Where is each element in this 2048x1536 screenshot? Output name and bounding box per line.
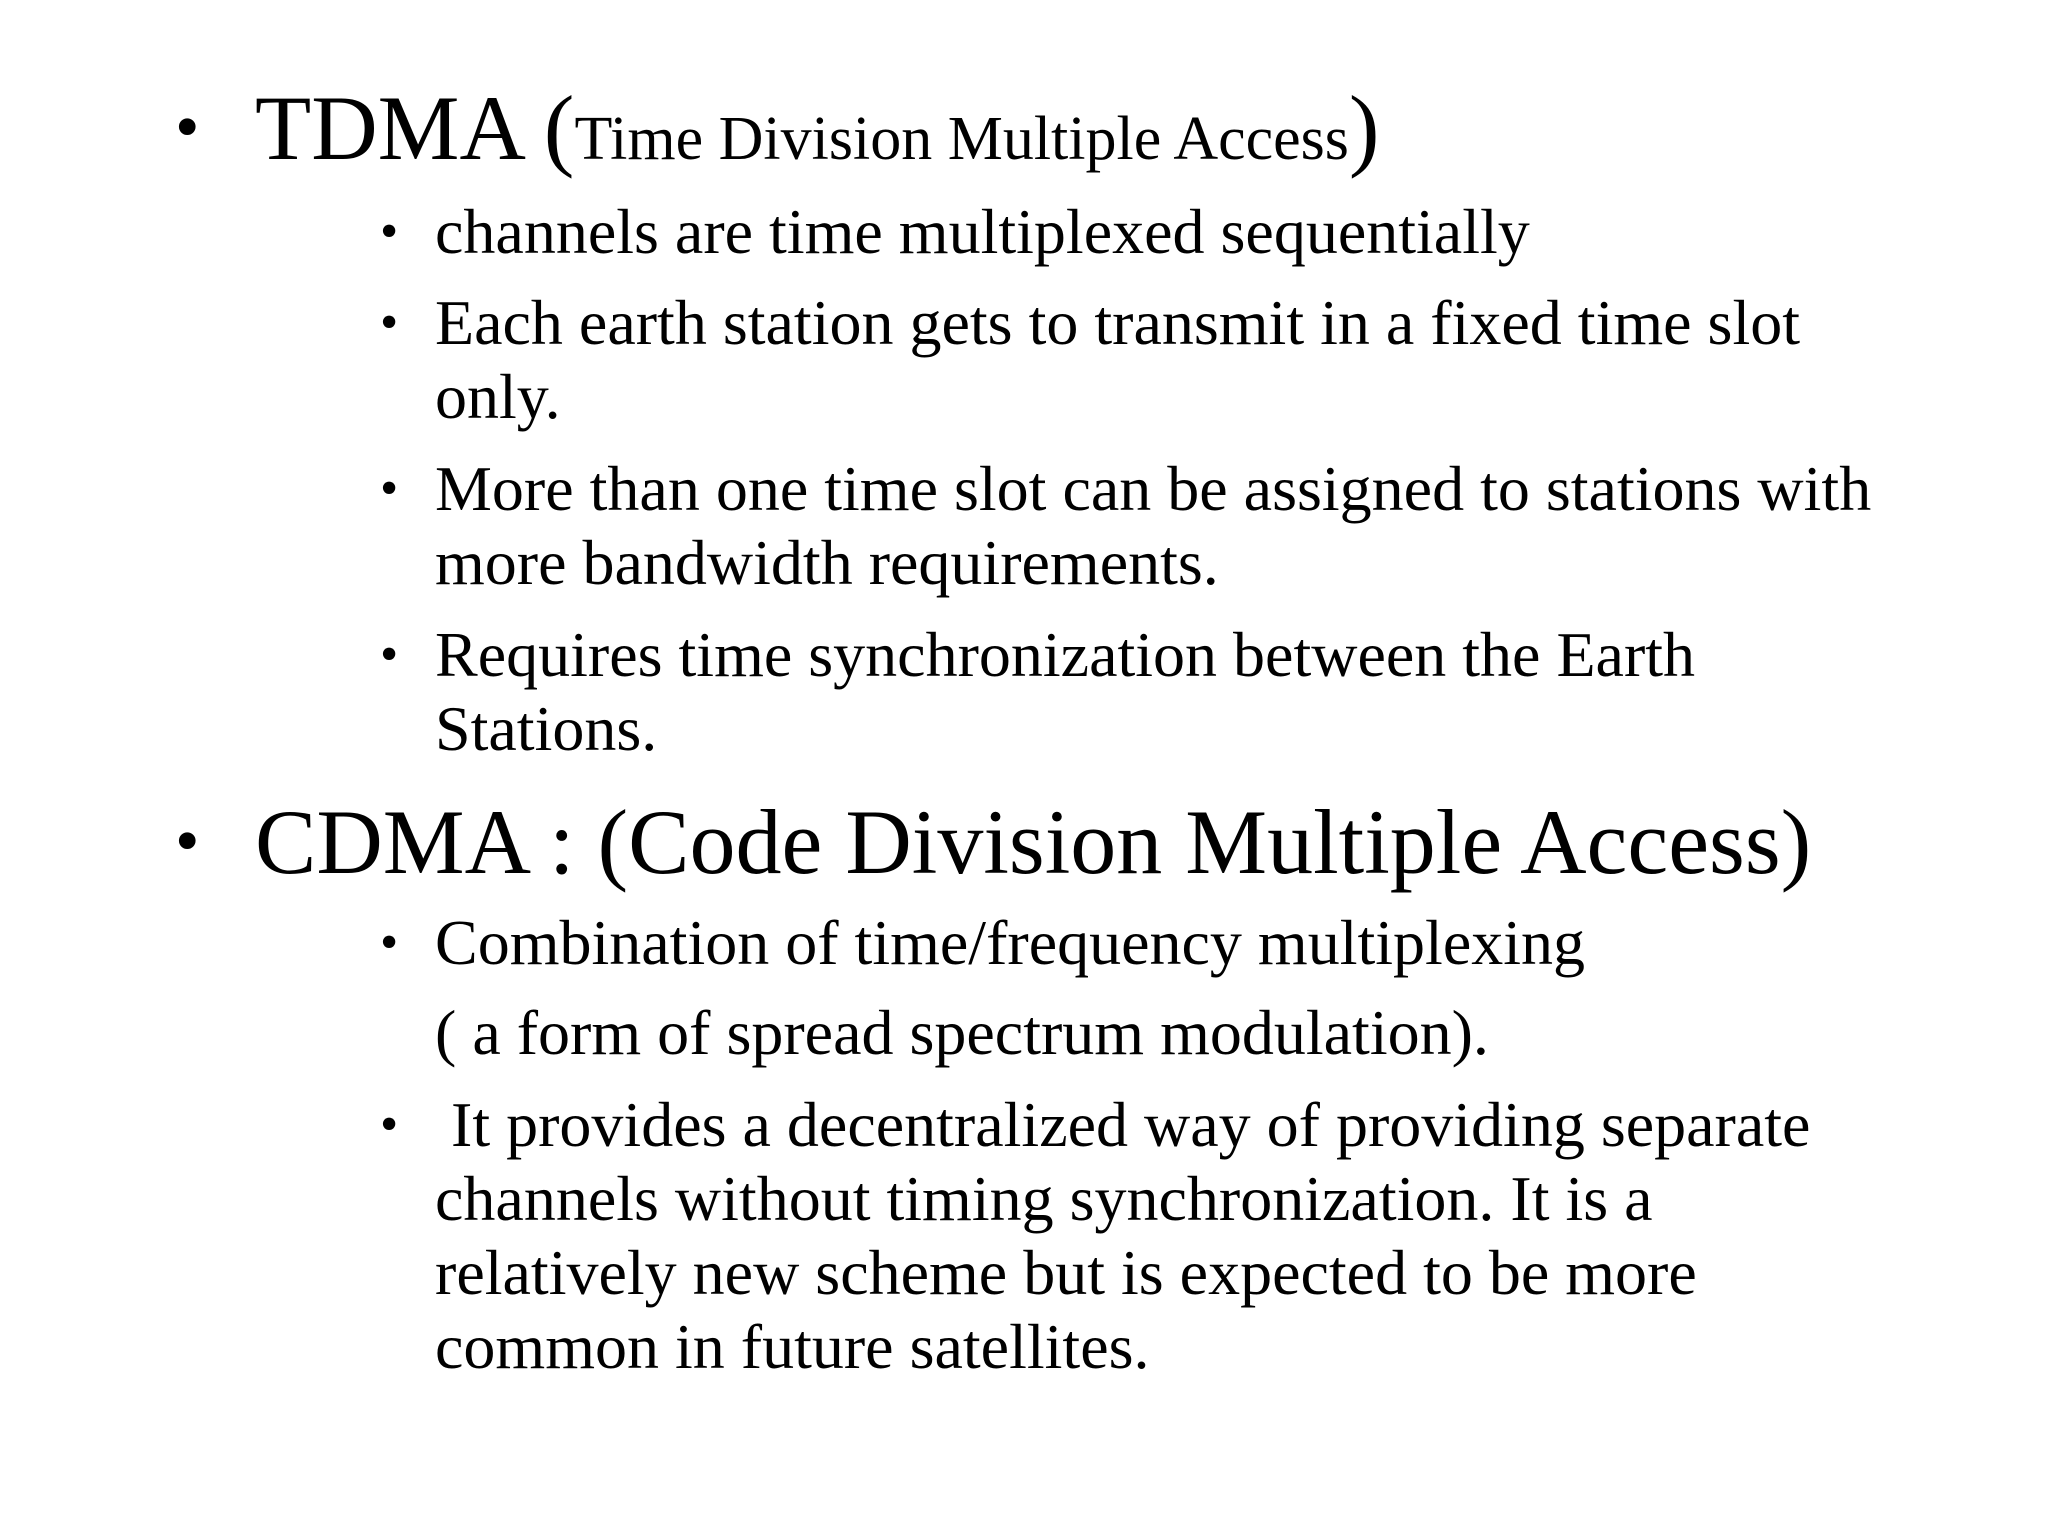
bullet-icon: •	[380, 294, 399, 351]
bullet-icon: •	[380, 1096, 399, 1153]
tdma-item	[380, 618, 1900, 766]
tdma-heading-main: TDMA (	[255, 77, 575, 179]
tdma-item-text: More than one time slot can be assigned to stations with more bandwidth requirements.	[435, 453, 1888, 598]
tdma-item	[380, 286, 1900, 434]
bullet-icon: •	[380, 460, 399, 517]
cdma-item-continuation	[380, 996, 1900, 1070]
tdma-item	[380, 452, 1900, 600]
cdma-heading-text: CDMA : (Code Division Multiple Access)	[255, 791, 1812, 893]
tdma-item-text: channels are time multiplexed sequentially	[435, 196, 1530, 267]
cdma-item	[380, 906, 1900, 980]
cdma-item	[380, 1088, 1900, 1384]
bullet-icon: •	[175, 89, 200, 166]
tdma-item-text: Each earth station gets to transmit in a fixed time slot only.	[435, 287, 1816, 432]
bullet-icon: •	[175, 803, 200, 880]
cdma-item-continuation-text: ( a form of spread spectrum modulation).	[435, 997, 1489, 1068]
cdma-item-text: Combination of time/frequency multiplexing	[435, 907, 1585, 978]
bullet-icon: •	[380, 203, 399, 260]
cdma-item-text: It provides a decentralized way of providing separate channels without timing synchronization. It is a relatively new scheme but is expected to be more common in future satellites.	[435, 1089, 1827, 1382]
bullet-icon: •	[380, 914, 399, 971]
tdma-item-text: Requires time synchronization between the Earth Stations.	[435, 619, 1712, 764]
bullet-icon: •	[380, 626, 399, 683]
tdma-heading-close: )	[1348, 77, 1380, 179]
tdma-heading-text	[255, 78, 1380, 189]
tdma-item	[380, 195, 1900, 269]
tdma-heading-expansion: Time Division Multiple Access	[574, 105, 1349, 173]
